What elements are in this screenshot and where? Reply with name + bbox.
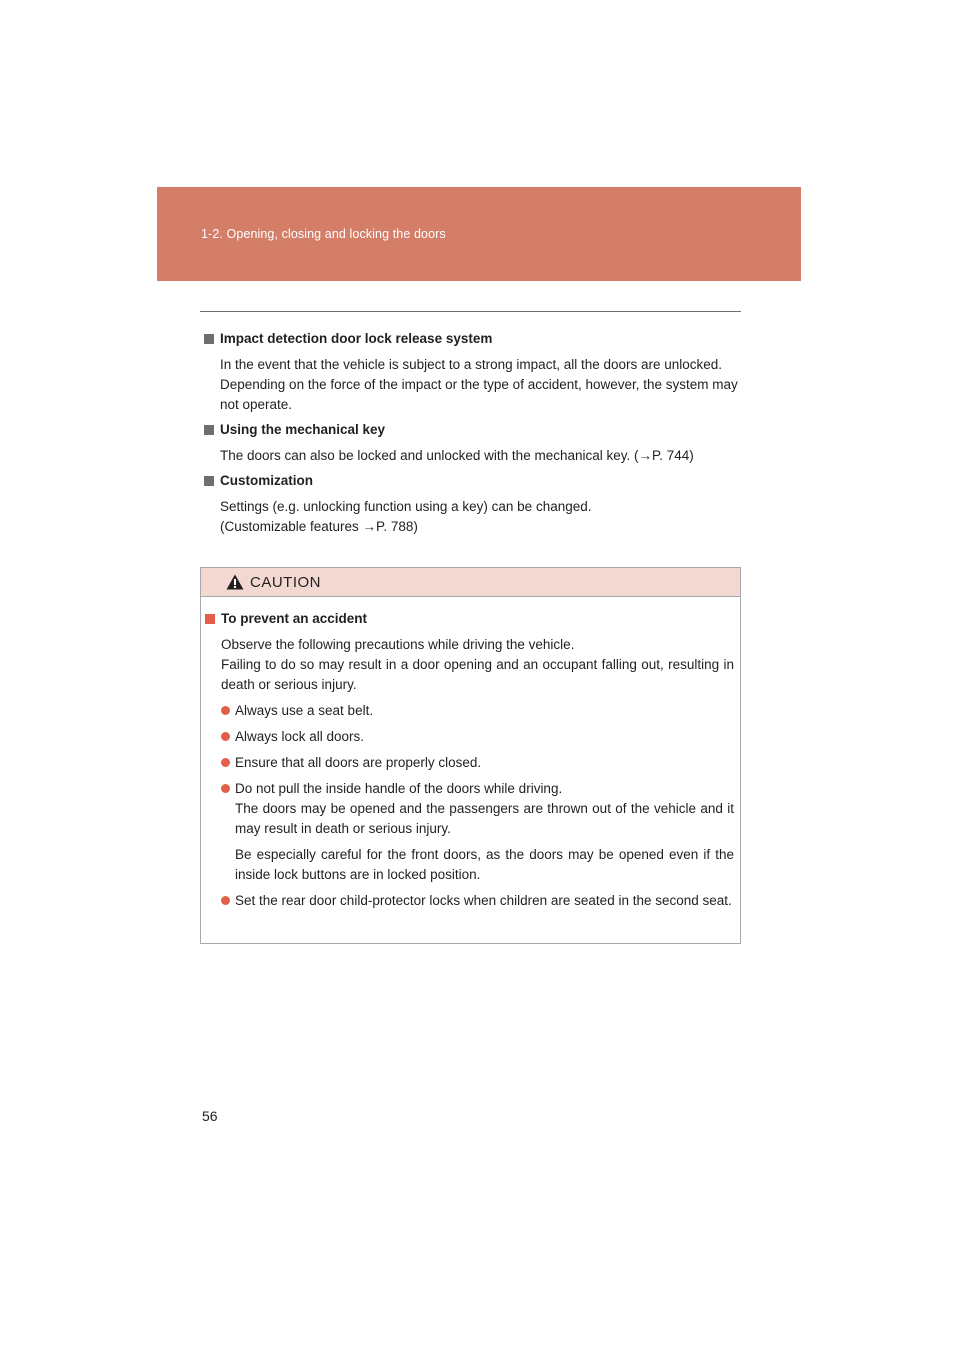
section-heading: Impact detection door lock release system [220,331,493,346]
section-header-band [157,187,801,281]
section-impact-detection [204,329,744,415]
warning-triangle-icon [226,574,244,590]
caution-list-item: Ensure that all doors are properly closed. [205,753,734,773]
section-paragraph: In the event that the vehicle is subject to a strong impact, all the doors are unlocked. Depending on the force of the impact or the type of accident, however, the system may not operate. [220,357,738,412]
section-paragraph: Settings (e.g. unlocking function using a key) can be changed. [220,499,592,514]
square-bullet-icon [204,425,214,435]
square-bullet-icon [204,476,214,486]
caution-list-item: Set the rear door child-protector locks when children are seated in the second seat. [205,891,734,911]
divider-rule [200,311,741,312]
caution-content [201,597,740,911]
caution-list-item: Always lock all doors. [205,727,734,747]
caution-list-item: Always use a seat belt. [205,701,734,721]
caution-intro: Observe the following precautions while driving the vehicle. [221,637,575,652]
round-bullet-icon [221,784,230,793]
caution-header [201,568,740,597]
section-paragraph: (Customizable features →P. 788) [220,519,418,534]
caution-label: CAUTION [250,573,321,591]
section-paragraph: The doors can also be locked and unlocked with the mechanical key. (→P. 744) [220,448,694,463]
caution-intro: Failing to do so may result in a door opening and an occupant falling out, resulting in death or serious injury. [221,657,734,692]
caution-heading: To prevent an accident [221,611,368,626]
caution-box [200,567,741,944]
section-title: 1-2. Opening, closing and locking the doors [201,227,446,241]
page-number: 56 [202,1108,218,1124]
round-bullet-icon [221,706,230,715]
round-bullet-icon [221,732,230,741]
section-heading: Customization [220,473,313,488]
section-heading: Using the mechanical key [220,422,386,437]
round-bullet-icon [221,758,230,767]
section-mechanical-key [204,420,744,466]
square-bullet-icon [205,614,215,624]
round-bullet-icon [221,896,230,905]
square-bullet-icon [204,334,214,344]
section-customization [204,471,744,537]
caution-list-item: Do not pull the inside handle of the doors while driving. The doors may be opened and the passengers are thrown out of the vehicle and it may result in death or serious injury. Be especially careful for the front doors, as the doors may be opened even if the inside lock buttons are in locked position. [205,779,734,885]
